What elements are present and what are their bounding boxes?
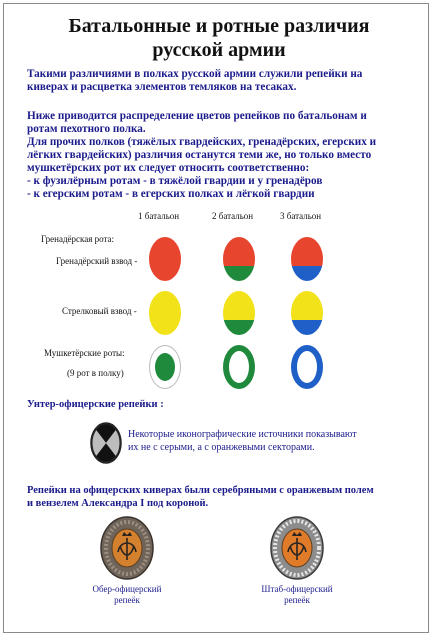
- staff-officer-cockade-caption: [242, 584, 352, 606]
- officers-paragraph: [27, 484, 417, 510]
- page-title: [24, 14, 414, 62]
- body-line: - к егерским ротам - в егерских полках и лёгкой гвардии: [27, 188, 315, 200]
- officers-line: Репейки на офицерских киверах были серебряными с оранжевым полем: [27, 485, 374, 496]
- nco-note: [128, 428, 403, 454]
- body-paragraph: [27, 110, 417, 201]
- staff-officer-caption-line: Штаб-офицерский: [261, 584, 333, 594]
- column-header-battalion-3: 3 батальон: [280, 211, 322, 221]
- cockade-rifle-battalion-1: [149, 291, 181, 335]
- row-label-grenadier-company: Гренадёрская рота:: [41, 234, 115, 244]
- staff-officer-caption-line: репеёк: [284, 595, 310, 605]
- cockade-grenadier-battalion-1: [149, 237, 181, 281]
- staff-officer-cockade-icon: [270, 516, 324, 580]
- nco-heading: Унтер-офицерские репейки :: [27, 399, 164, 410]
- cockade-musketeer-battalion-2: [223, 345, 255, 389]
- document-page: [3, 3, 429, 633]
- nco-note-line: их не с серыми, а с оранжевыми секторами.: [128, 442, 315, 453]
- body-line: ротам пехотного полка.: [27, 123, 146, 135]
- body-line: лёгких гвардейских) различия останутся теми же, но только вместо: [27, 149, 372, 161]
- row-label-grenadier-platoon: Гренадёрский взвод -: [56, 256, 138, 266]
- row-label-musketeer-companies: Мушкетёрские роты:: [44, 348, 125, 358]
- body-line: - к фузилёрным ротам - в тяжёлой гвардии и у гренадёров: [27, 175, 323, 187]
- officer-cockade-icon: [100, 516, 154, 580]
- officer-caption-line: репеёк: [114, 595, 140, 605]
- intro-line: Такими различиями в полках русской армии служили репейки на: [27, 68, 363, 80]
- officer-cockade-caption: [72, 584, 182, 606]
- quartered-cockade-icon: [90, 422, 122, 464]
- intro-paragraph: [27, 68, 417, 94]
- column-header-battalion-2: 2 батальон: [212, 211, 254, 221]
- cockade-rifle-battalion-3: [291, 291, 323, 335]
- title-line-2: русской армии: [152, 39, 286, 61]
- cockade-musketeer-battalion-1: [149, 345, 181, 389]
- cockade-grenadier-battalion-2: [223, 237, 255, 281]
- cockade-musketeer-battalion-3: [291, 345, 323, 389]
- column-header-battalion-1: 1 батальон: [138, 211, 180, 221]
- title-line-1: Батальонные и ротные различия: [68, 15, 370, 37]
- row-label-musketeer-note: (9 рот в полку): [67, 368, 124, 378]
- cockade-grenadier-battalion-3: [291, 237, 323, 281]
- row-label-rifle-platoon: Стрелковый взвод -: [62, 306, 137, 316]
- body-line: мушкетёрских рот их следует относить соответственно:: [27, 162, 310, 174]
- body-line: Ниже приводится распределение цветов репейков по батальонам и: [27, 110, 367, 122]
- body-line: Для прочих полков (тяжёлых гвардейских, гренадёрских, егерских и: [27, 136, 377, 148]
- officers-line: и вензелем Александра I под короной.: [27, 498, 209, 509]
- officer-caption-line: Обер-офицерский: [92, 584, 162, 594]
- cockade-rifle-battalion-2: [223, 291, 255, 335]
- nco-note-line: Некоторые иконографические источники показывают: [128, 429, 357, 440]
- intro-line: киверах и расцветка элементов темляков на тесаках.: [27, 81, 297, 93]
